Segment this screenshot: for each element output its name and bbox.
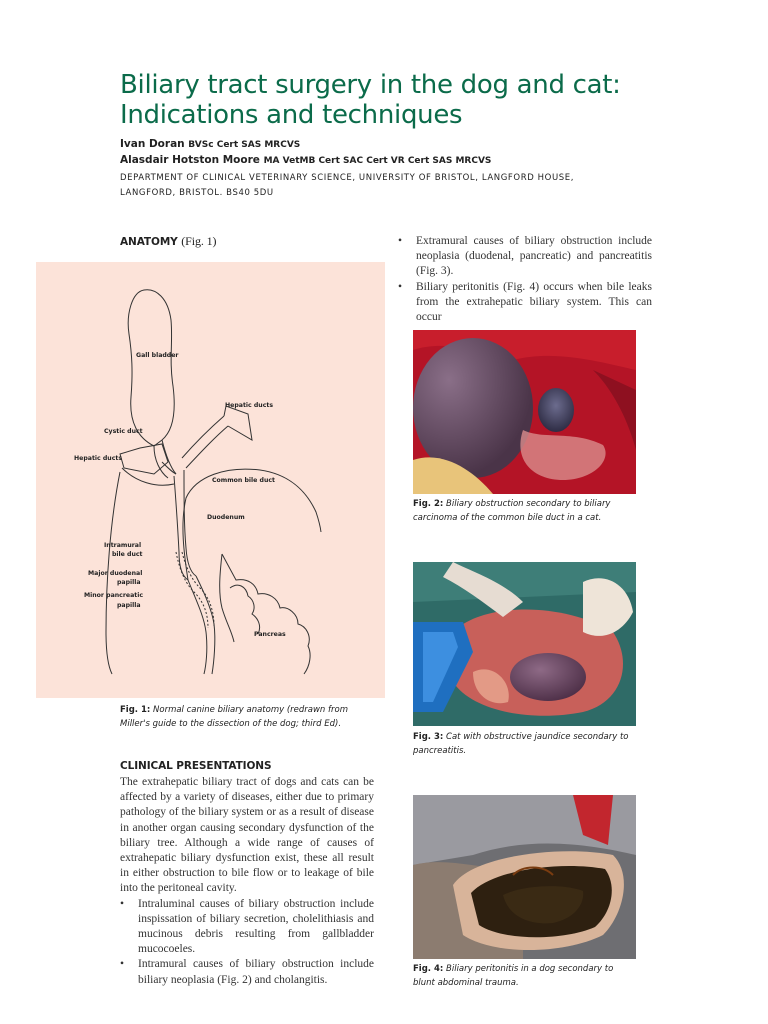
figure-4-photo [413,795,636,959]
title-line-1: Biliary tract surgery in the dog and cat: [120,70,621,100]
affiliation-line-2: LANGFORD, BRISTOL. BS40 5DU [120,188,274,198]
author-2 [120,153,680,169]
anatomy-heading-text: ANATOMY [120,236,178,248]
right-bullet-list [398,234,652,325]
label-intramural-2: bile duct [112,551,143,558]
caption-text: Normal canine biliary anatomy (redrawn from Miller's guide to the dissection of the dog; third Ed). [120,705,348,729]
figure-1-caption [120,704,380,731]
pancreas-outline [220,554,310,674]
label-pancreas: Pancreas [254,631,286,638]
label-gall-bladder: Gall bladder [136,352,179,359]
author-name: Ivan Doran [120,138,185,150]
caption-text: Cat with obstructive jaundice secondary to pancreatitis. [413,732,629,756]
caption-label: Fig. 2: [413,499,444,509]
title-line-2: Indications and techniques [120,100,463,130]
caption-label: Fig. 4: [413,964,444,974]
figure-3-caption [413,731,635,758]
label-intramural-1: Intramural [104,542,142,549]
figure-1-panel [36,262,385,698]
figure-2-image [413,330,636,494]
biliary-anatomy-diagram [36,262,385,698]
anatomy-fig-ref: (Fig. 1) [181,234,217,248]
label-major-duodenal-2: papilla [117,579,141,586]
label-minor-pancreatic-1: Minor pancreatic [84,592,143,599]
cystic-duct [154,446,168,478]
clinical-heading: CLINICAL PRESENTATIONS [120,760,272,772]
figure-2-photo [413,330,636,494]
clinical-body [120,775,374,988]
figure-3-image [413,562,636,726]
article-title [120,70,740,130]
clinical-paragraph: The extrahepatic biliary tract of dogs and cats can be affected by a variety of diseases, either due to primary pathology of the biliary system or as a result of disease in another organ causing secondary dysfunction of the biliary tree. Although a wide range of causes of extrahepatic biliary dysfunction exist, these all result in either obstruction to bile flow or to leakage of bile into the peritoneal cavity. [120,776,374,895]
pancreas-detail [230,585,260,634]
author-name: Alasdair Hotston Moore [120,154,260,166]
list-item: • Intraluminal causes of biliary obstruction include inspissation of biliary secretion, cholelithiasis and mucinous debris resulting from gallbladder mucocoeles. [120,897,374,958]
label-common-bile-duct: Common bile duct [212,477,275,484]
author-qualifications: MA VetMB Cert SAC Cert VR Cert SAS MRCVS [263,156,492,166]
hepatic-duct-right-upper [182,416,224,458]
caption-text: Biliary peritonitis in a dog secondary to blunt abdominal trauma. [413,964,614,988]
author-block [120,137,680,201]
hepatic-duct-top-box [224,406,252,440]
label-duodenum: Duodenum [207,514,245,521]
caption-label: Fig. 1: [120,705,151,715]
caption-text: Biliary obstruction secondary to biliary carcinoma of the common bile duct in a cat. [413,499,611,523]
hepatic-duct-left-link [162,462,176,474]
anatomy-heading [120,234,216,249]
label-minor-pancreatic-2: papilla [117,602,141,609]
label-cystic-duct: Cystic duct [104,428,143,435]
figure-4-image [413,795,636,959]
list-item: • Extramural causes of biliary obstruction include neoplasia (duodenal, pancreatic) and pancreatitis (Fig. 3). [398,234,652,280]
figure-2-caption [413,498,635,525]
label-major-duodenal-1: Major duodenal [88,570,143,577]
label-hepatic-ducts-top: Hepatic ducts [225,402,274,409]
affiliation-line-1: DEPARTMENT OF CLINICAL VETERINARY SCIENCE, UNIVERSITY OF BRISTOL, LANGFORD HOUSE, [120,173,575,183]
intramural-duct-dashed-2 [182,552,214,626]
gall-bladder-outline [128,290,174,446]
caption-label: Fig. 3: [413,732,444,742]
clinical-bullet-list [120,897,374,988]
right-column-text [398,234,652,325]
author-1 [120,137,680,153]
figure-4-caption [413,963,635,990]
list-item: • Biliary peritonitis (Fig. 4) occurs when bile leaks from the extrahepatic biliary system. This can occur [398,280,652,326]
figure-3-photo [413,562,636,726]
duodenum-outer [183,469,321,580]
label-hepatic-ducts-left: Hepatic ducts [74,455,123,462]
duodenum-lower [196,576,215,674]
affiliation [120,171,680,201]
author-qualifications: BVSc Cert SAS MRCVS [188,140,301,150]
list-item: • Intramural causes of biliary obstruction include biliary neoplasia (Fig. 2) and cholangitis. [120,957,374,987]
